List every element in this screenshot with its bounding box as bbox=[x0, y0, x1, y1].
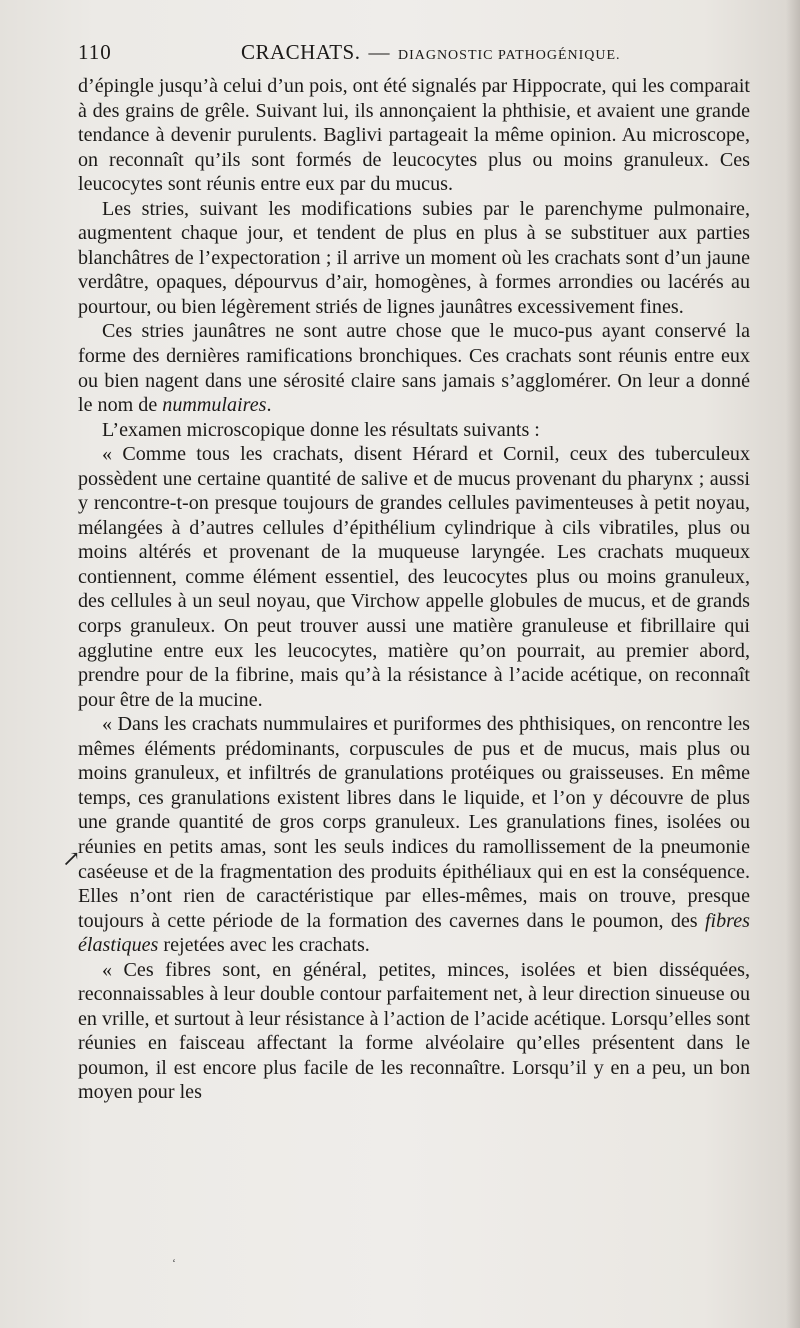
italic-term-fibres-elastiques: fibres élastiques bbox=[78, 909, 750, 957]
running-title bbox=[241, 40, 621, 65]
running-title-dash: — bbox=[368, 40, 390, 64]
paragraph-5 bbox=[78, 442, 750, 712]
paragraph-text: L’examen microscopique donne les résultats suivants : bbox=[102, 418, 540, 441]
paragraph-7 bbox=[78, 958, 750, 1105]
running-title-main: CRACHATS. bbox=[241, 40, 361, 64]
running-title-sub: DIAGNOSTIC PATHOGÉNIQUE. bbox=[397, 48, 621, 63]
paragraph-text: « Comme tous les crachats, disent Hérard et Cornil, ceux des tuberculeux possèdent une certaine quantité de salive et de mucus provenant du pharynx ; aussi y rencontre-t-on presque toujours de grandes cellules pavimenteuses à petit noyau, mélangées à d’autres cellules d’épithélium cylindrique à cils vibratiles, plus ou moins altérés et provenant de la muqueuse laryngée. Les crachats muqueux contiennent, comme élément essentiel, des leucocytes plus ou moins granuleux, des cellules à un seul noyau, que Virchow appelle globules de mucus, et de grands corps granuleux. On peut trouver aussi une matière granuleuse et fibrillaire qui agglutine entre eux les leucocytes, matière qu’on pourrait, au premier abord, prendre pour de la fibrine, mais qu’à la résistance à l’acide acétique, on reconnaît pour être de la mucine. bbox=[78, 443, 750, 711]
paragraph-2 bbox=[78, 197, 750, 320]
body-text bbox=[78, 74, 750, 1105]
paragraph-6 bbox=[78, 712, 750, 957]
page-number: 110 bbox=[78, 40, 112, 64]
italic-term-nummulaires: nummulaires bbox=[162, 394, 267, 417]
paragraph-text: « Ces fibres sont, en général, petites, minces, isolées et bien disséquées, reconnaissables à leur double contour parfaitement net, à leur direction sinueuse ou en vrille, et surtout à leur résistance à l’action de l’acide acétique. Lorsqu’elles sont réunies en faisceau affectant la forme alvéolaire qu’elles présentent dans le poumon, il est encore plus facile de les reconnaître. Lorsqu’il y en a peu, un bon moyen pour les bbox=[78, 958, 750, 1104]
paragraph-1 bbox=[78, 74, 750, 197]
paragraph-text: d’épingle jusqu’à celui d’un pois, ont été signalés par Hippocrate, qui les comparait à des grains de grêle. Suivant lui, ils annonçaient la phthisie, et avaient une grande tendance à devenir purulents. Baglivi partageait la même opinion. Au microscope, on reconnaît qu’ils sont formés de leucocytes plus ou moins granuleux. Ces leucocytes sont réunis entre eux par du mucus. bbox=[78, 75, 750, 196]
paragraph-text: Ces stries jaunâtres ne sont autre chose que le muco-pus ayant conservé la forme des dernières ramifications bronchiques. Ces crachats sont réunis entre eux ou bien nagent dans une sérosité claire sans jamais s’agglomérer. On leur a donné le nom de bbox=[78, 320, 750, 417]
paragraph-3 bbox=[78, 319, 750, 417]
paragraph-text: rejetées avec les crachats. bbox=[158, 934, 370, 957]
running-header bbox=[78, 40, 750, 68]
page-edge-shadow bbox=[786, 0, 800, 1328]
paragraph-4 bbox=[78, 418, 750, 443]
paragraph-text: . bbox=[266, 394, 272, 417]
paragraph-text: « Dans les crachats nummulaires et puriformes des phthisiques, on rencontre les mêmes éléments prédominants, corpuscules de pus et de mucus, mais plus ou moins granuleux, et infiltrés de granulations protéiques ou graisseuses. En même temps, ces granulations existent libres dans le liquide, et l’on y découvre de plus une grande quantité de gros corps granuleux. Les granulations fines, isolées ou réunies en petits amas, sont les seuls indices du ramollissement de la pneumonie caséeuse et de la fragmentation des produits épithéliaux qui en est la conséquence. Elles n’ont rien de caractéristique par elles-mêmes, mais on trouve, presque toujours à cette période de la formation des cavernes dans le poumon, des bbox=[78, 713, 750, 932]
stray-mark-icon: ‘ bbox=[172, 1256, 176, 1270]
margin-pen-mark-icon: ↗ bbox=[62, 846, 81, 871]
paragraph-text: Les stries, suivant les modifications subies par le parenchyme pulmonaire, augmentent chaque jour, et tendent de plus en plus à se substituer aux parties blanchâtres de l’expectoration ; il arrive un moment où les crachats sont d’un jaune verdâtre, opaques, dépourvus d’air, homogènes, à formes arrondies ou lacérés au pourtour, ou bien légèrement striés de lignes jaunâtres excessivement fines. bbox=[78, 197, 750, 318]
